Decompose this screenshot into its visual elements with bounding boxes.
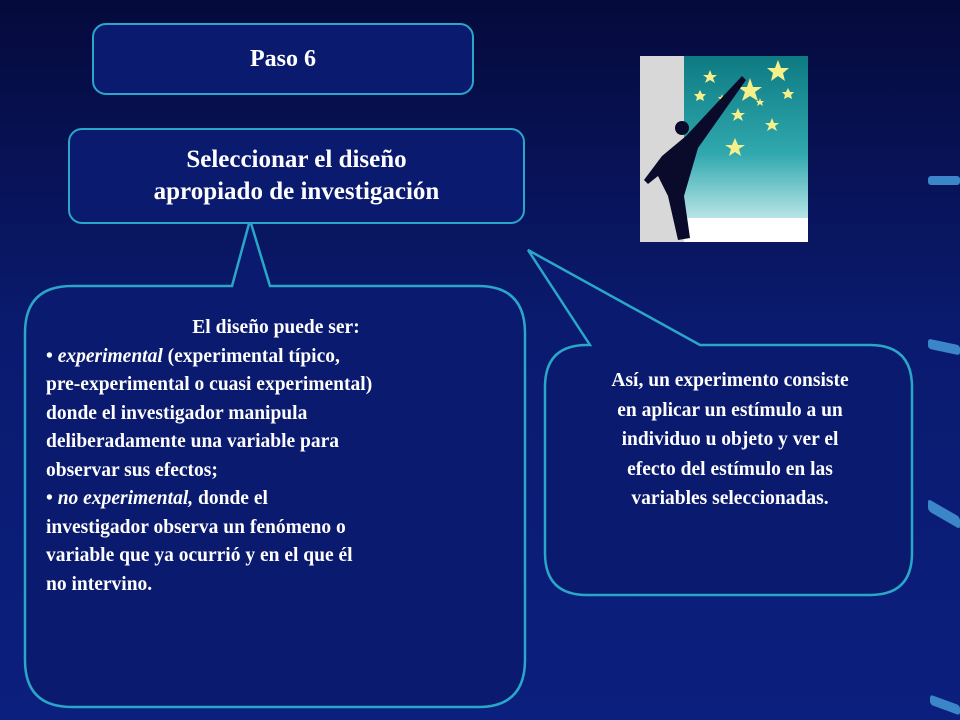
bullet-no-experimental xyxy=(46,485,506,599)
bullet1-term: experimental xyxy=(57,345,163,367)
bullet2-rest: donde el xyxy=(193,488,268,509)
left-callout-heading: El diseño puede ser: xyxy=(192,317,360,338)
right-line-3: individuo u objeto y ver el xyxy=(621,429,839,450)
right-callout-text xyxy=(560,366,900,514)
left-callout-text xyxy=(46,314,506,599)
bullet1-line3: donde el investigador manipula xyxy=(46,402,308,424)
bullet-experimental xyxy=(46,343,506,486)
bullet-mark-1: • xyxy=(46,345,58,367)
edge-decoration xyxy=(928,176,960,185)
right-line-1: Así, un experimento consiste xyxy=(611,370,849,391)
right-line-4: efecto del estímulo en las xyxy=(627,458,833,480)
right-line-2: en aplicar un estímulo a un xyxy=(617,399,843,421)
right-line-5: variables seleccionadas. xyxy=(631,488,829,509)
bullet2-line2: investigador observa un fenómeno o xyxy=(46,516,346,538)
bullet1-line5: observar sus efectos; xyxy=(46,459,218,481)
heading-line-2: apropiado de investigación xyxy=(153,178,440,205)
heading-box xyxy=(68,128,525,224)
heading-line-1: Seleccionar el diseño xyxy=(186,146,407,173)
bullet-mark-2: • xyxy=(46,488,58,509)
bullet1-line4: deliberadamente una variable para xyxy=(46,431,340,452)
step-title: Paso 6 xyxy=(250,45,316,72)
bullet1-line2: pre-experimental o cuasi experimental) xyxy=(46,374,373,395)
step-title-box xyxy=(92,23,474,95)
bullet2-line3: variable que ya ocurrió y en el que él xyxy=(46,545,353,566)
person-reaching-stars-icon xyxy=(640,56,808,242)
bullet1-rest: (experimental típico, xyxy=(162,345,340,367)
bullet2-term: no experimental, xyxy=(57,488,194,509)
bullet2-line4: no intervino. xyxy=(46,573,153,595)
